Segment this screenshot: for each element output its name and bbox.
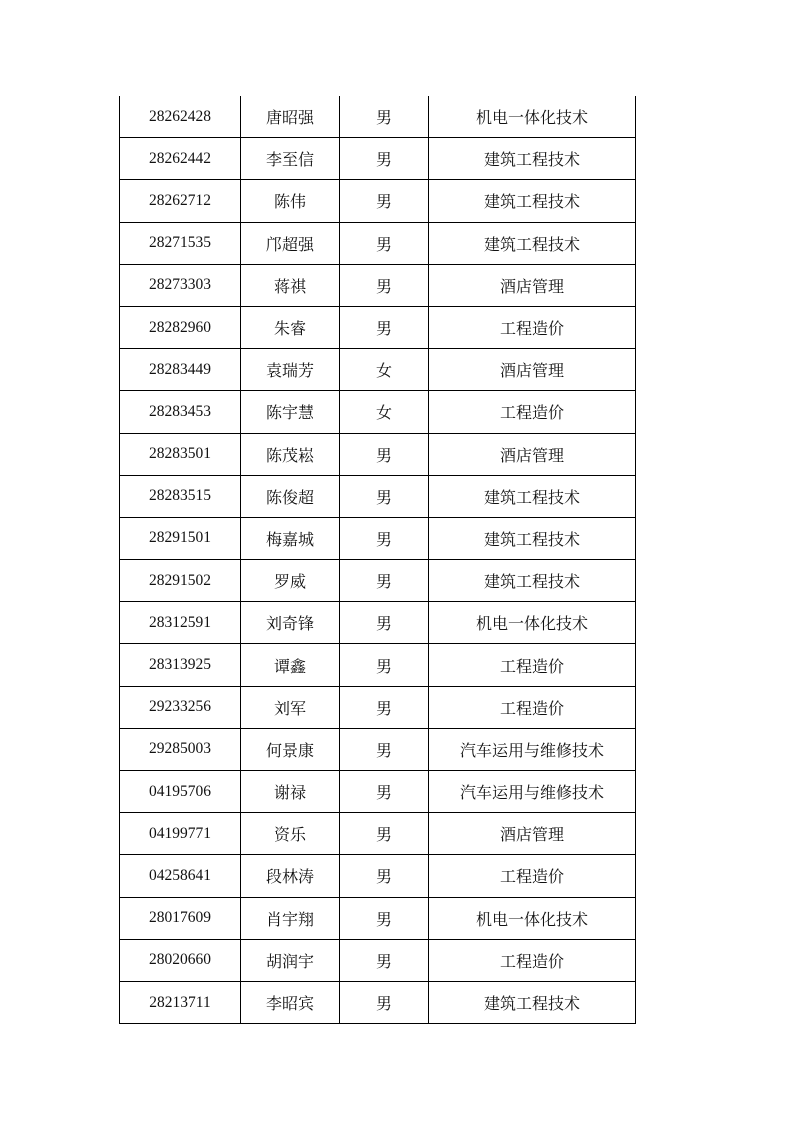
major-cell: 工程造价 [429, 644, 636, 686]
gender-cell: 男 [340, 981, 429, 1023]
name-cell: 何景康 [241, 728, 340, 770]
name-cell: 资乐 [241, 813, 340, 855]
student-id-cell: 28273303 [120, 264, 241, 306]
name-cell: 段林涛 [241, 855, 340, 897]
gender-cell: 男 [340, 897, 429, 939]
major-cell: 酒店管理 [429, 349, 636, 391]
table-row [120, 560, 636, 602]
student-id-cell: 28312591 [120, 602, 241, 644]
student-id-cell: 28283449 [120, 349, 241, 391]
gender-cell: 男 [340, 644, 429, 686]
student-id-cell: 28017609 [120, 897, 241, 939]
student-id-cell: 28213711 [120, 981, 241, 1023]
table-row [120, 517, 636, 559]
student-id-cell: 28291501 [120, 517, 241, 559]
major-cell: 酒店管理 [429, 813, 636, 855]
table-row [120, 180, 636, 222]
major-cell: 建筑工程技术 [429, 981, 636, 1023]
gender-cell: 男 [340, 96, 429, 138]
major-cell: 工程造价 [429, 939, 636, 981]
major-cell: 工程造价 [429, 855, 636, 897]
major-cell: 机电一体化技术 [429, 96, 636, 138]
student-id-cell: 04195706 [120, 771, 241, 813]
student-id-cell: 29285003 [120, 728, 241, 770]
student-id-cell: 29233256 [120, 686, 241, 728]
table-row [120, 306, 636, 348]
student-id-cell: 28262712 [120, 180, 241, 222]
table-row [120, 475, 636, 517]
gender-cell: 男 [340, 306, 429, 348]
table-row [120, 602, 636, 644]
major-cell: 汽车运用与维修技术 [429, 771, 636, 813]
major-cell: 建筑工程技术 [429, 180, 636, 222]
student-table [119, 96, 636, 1024]
major-cell: 建筑工程技术 [429, 475, 636, 517]
table-row [120, 897, 636, 939]
name-cell: 陈茂崧 [241, 433, 340, 475]
gender-cell: 男 [340, 433, 429, 475]
major-cell: 工程造价 [429, 306, 636, 348]
table-row [120, 939, 636, 981]
name-cell: 胡润宇 [241, 939, 340, 981]
name-cell: 梅嘉城 [241, 517, 340, 559]
name-cell: 谢禄 [241, 771, 340, 813]
name-cell: 陈宇慧 [241, 391, 340, 433]
table-row [120, 391, 636, 433]
major-cell: 工程造价 [429, 686, 636, 728]
gender-cell: 男 [340, 475, 429, 517]
gender-cell: 男 [340, 560, 429, 602]
major-cell: 建筑工程技术 [429, 560, 636, 602]
student-id-cell: 28020660 [120, 939, 241, 981]
table-row [120, 96, 636, 138]
table-row [120, 771, 636, 813]
name-cell: 罗威 [241, 560, 340, 602]
name-cell: 谭鑫 [241, 644, 340, 686]
student-id-cell: 28313925 [120, 644, 241, 686]
table-row [120, 349, 636, 391]
name-cell: 肖宇翔 [241, 897, 340, 939]
name-cell: 唐昭强 [241, 96, 340, 138]
gender-cell: 男 [340, 771, 429, 813]
student-id-cell: 04258641 [120, 855, 241, 897]
gender-cell: 男 [340, 517, 429, 559]
gender-cell: 男 [340, 939, 429, 981]
major-cell: 酒店管理 [429, 433, 636, 475]
table-row [120, 644, 636, 686]
name-cell: 刘军 [241, 686, 340, 728]
student-id-cell: 04199771 [120, 813, 241, 855]
gender-cell: 男 [340, 222, 429, 264]
gender-cell: 男 [340, 602, 429, 644]
student-id-cell: 28282960 [120, 306, 241, 348]
gender-cell: 女 [340, 391, 429, 433]
name-cell: 袁瑞芳 [241, 349, 340, 391]
table-row [120, 981, 636, 1023]
name-cell: 陈俊超 [241, 475, 340, 517]
table-row [120, 686, 636, 728]
major-cell: 工程造价 [429, 391, 636, 433]
student-id-cell: 28262442 [120, 138, 241, 180]
major-cell: 建筑工程技术 [429, 517, 636, 559]
table-row [120, 433, 636, 475]
major-cell: 机电一体化技术 [429, 897, 636, 939]
student-id-cell: 28291502 [120, 560, 241, 602]
gender-cell: 男 [340, 138, 429, 180]
table-row [120, 222, 636, 264]
name-cell: 朱睿 [241, 306, 340, 348]
student-id-cell: 28271535 [120, 222, 241, 264]
table-row [120, 813, 636, 855]
student-id-cell: 28262428 [120, 96, 241, 138]
student-table-body [120, 96, 636, 1024]
table-row [120, 264, 636, 306]
name-cell: 李昭宾 [241, 981, 340, 1023]
name-cell: 邝超强 [241, 222, 340, 264]
major-cell: 机电一体化技术 [429, 602, 636, 644]
student-id-cell: 28283501 [120, 433, 241, 475]
major-cell: 酒店管理 [429, 264, 636, 306]
name-cell: 李至信 [241, 138, 340, 180]
table-row [120, 728, 636, 770]
name-cell: 陈伟 [241, 180, 340, 222]
gender-cell: 男 [340, 686, 429, 728]
major-cell: 汽车运用与维修技术 [429, 728, 636, 770]
gender-cell: 男 [340, 728, 429, 770]
major-cell: 建筑工程技术 [429, 138, 636, 180]
gender-cell: 男 [340, 813, 429, 855]
gender-cell: 男 [340, 264, 429, 306]
gender-cell: 女 [340, 349, 429, 391]
table-row [120, 138, 636, 180]
student-id-cell: 28283515 [120, 475, 241, 517]
gender-cell: 男 [340, 855, 429, 897]
name-cell: 蒋祺 [241, 264, 340, 306]
gender-cell: 男 [340, 180, 429, 222]
student-id-cell: 28283453 [120, 391, 241, 433]
table-row [120, 855, 636, 897]
major-cell: 建筑工程技术 [429, 222, 636, 264]
name-cell: 刘奇锋 [241, 602, 340, 644]
